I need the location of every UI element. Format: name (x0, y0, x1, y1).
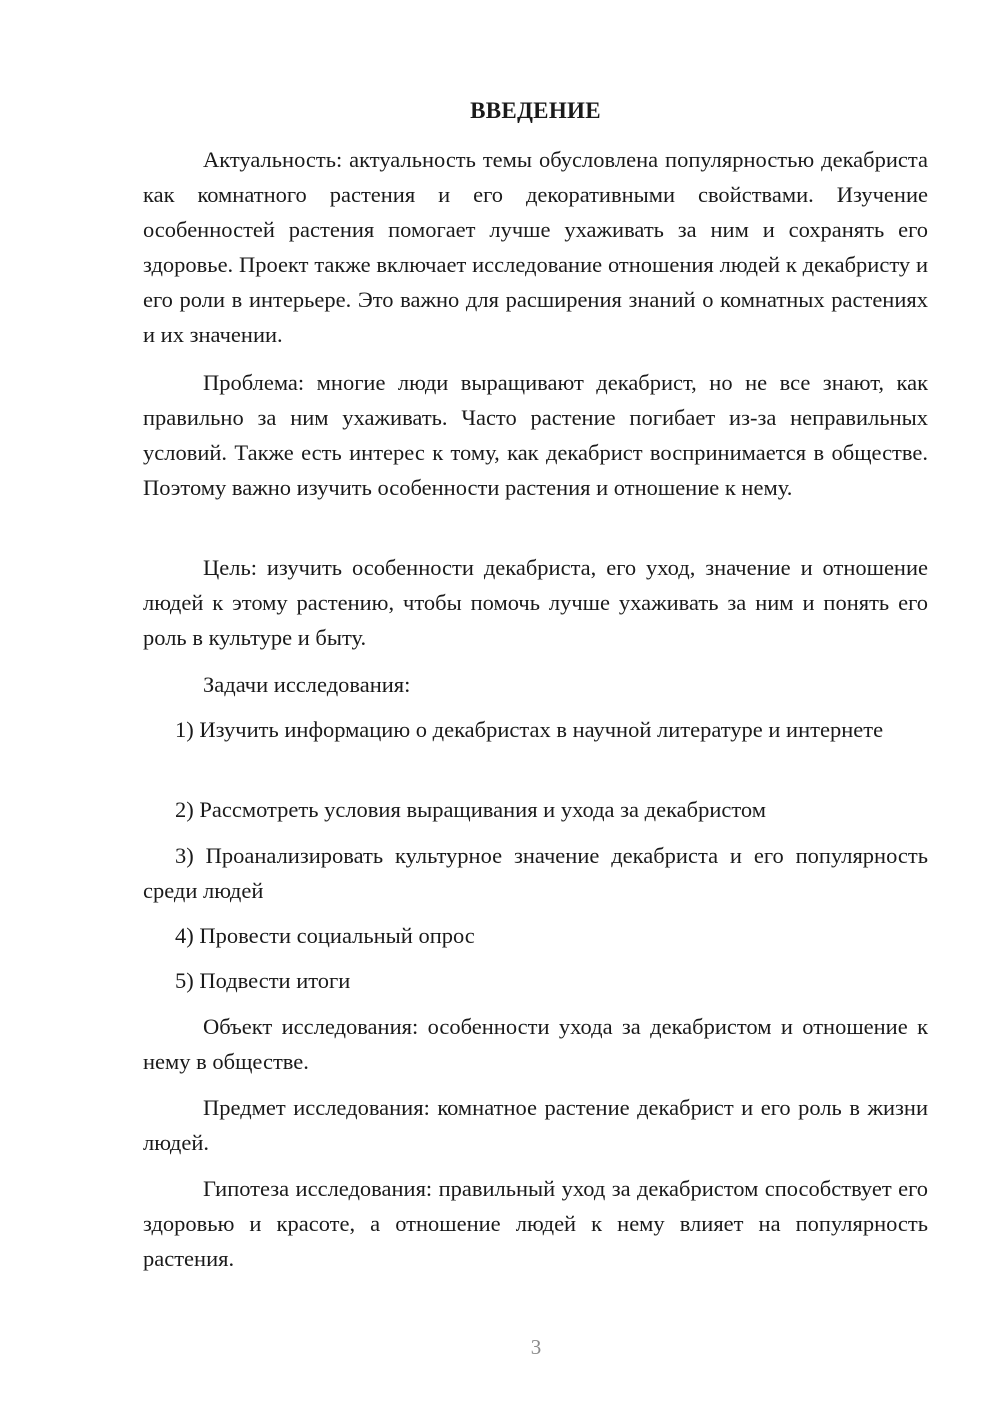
task-item-3: 3) Проанализировать культурное значение декабриста и его популярность среди людей (143, 843, 928, 903)
task-item-4: 4) Провести социальный опрос (175, 923, 475, 948)
task-item-5: 5) Подвести итоги (175, 968, 351, 993)
section-title: ВВЕДЕНИЕ (470, 98, 601, 123)
task-item-1: 1) Изучить информацию о декабристах в научной литературе и интернете (175, 717, 884, 742)
relevance-paragraph: Актуальность: актуальность темы обусловлена популярностью декабриста как комнатного растения и его декоративными свойствами. Изучение особенностей растения помогает лучше ухаживать за ним и сохранять его здоровье. Проект также включает исследование отношения людей к декабристу и его роли в интерьере. Это важно для расширения знаний о комнатных растениях и их значении. (143, 147, 928, 347)
page-number: 3 (530, 1335, 542, 1359)
hypothesis-paragraph: Гипотеза исследования: правильный уход за декабристом способствует его здоровью и красоте, а отношение людей к нему влияет на популярность растения. (143, 1176, 928, 1271)
task-item-2: 2) Рассмотреть условия выращивания и ухода за декабристом (175, 797, 766, 822)
problem-paragraph: Проблема: многие люди выращивают декабрист, но не все знают, как правильно за ним ухаживать. Часто растение погибает из-за неправильных условий. Также есть интерес к тому, как декабрист воспринимается в обществе. Поэтому важно изучить особенности растения и отношение к нему. (143, 370, 928, 500)
subject-paragraph: Предмет исследования: комнатное растение декабрист и его роль в жизни людей. (143, 1095, 928, 1155)
goal-paragraph: Цель: изучить особенности декабриста, его уход, значение и отношение людей к этому растению, чтобы помочь лучше ухаживать за ним и понять его роль в культуре и быту. (143, 555, 928, 650)
tasks-heading: Задачи исследования: (203, 672, 411, 697)
object-paragraph: Объект исследования: особенности ухода за декабристом и отношение к нему в обществе. (143, 1014, 928, 1074)
